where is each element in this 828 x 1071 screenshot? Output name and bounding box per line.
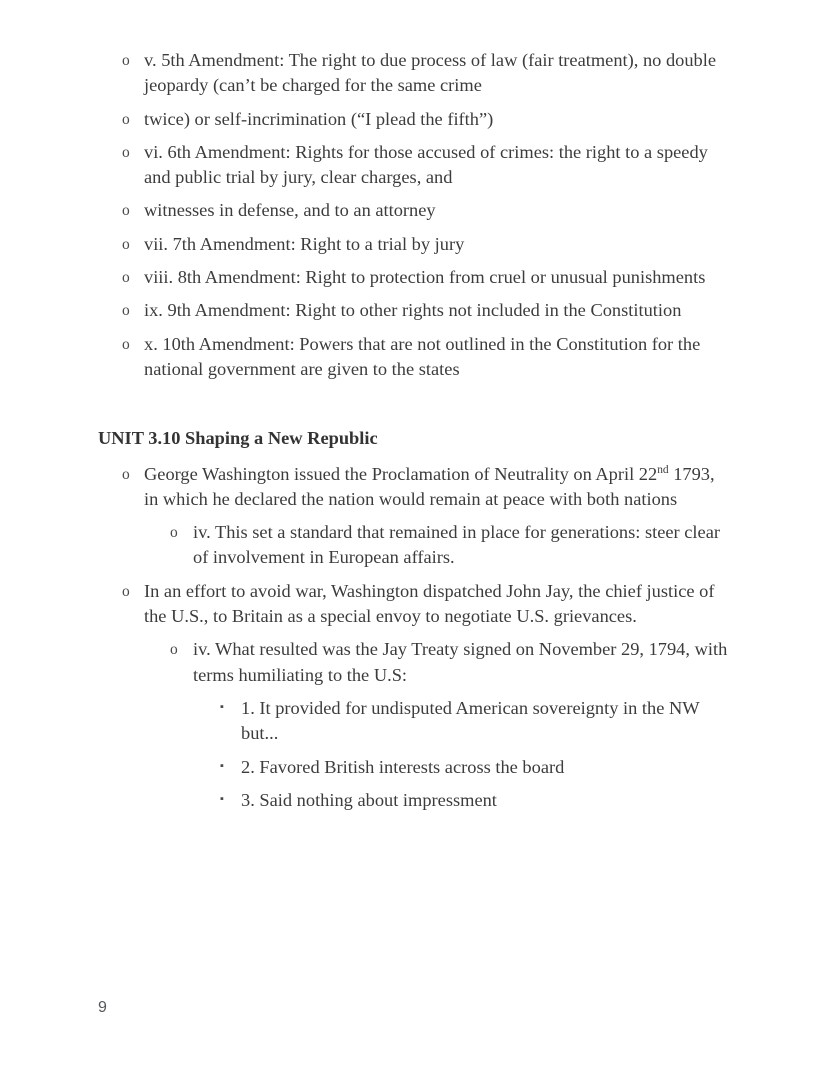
list-item-text: ix. 9th Amendment: Right to other rights not included in the Constitution <box>144 300 682 321</box>
list-item-text: 3. Said nothing about impressment <box>241 789 497 810</box>
list-item-text: iv. This set a standard that remained in place for generations: steer clear of involvement in European affairs. <box>193 522 720 568</box>
square-bullet-icon: ▪ <box>220 759 224 772</box>
circle-bullet-icon: o <box>170 641 178 659</box>
list-item-text <box>144 462 730 513</box>
list-item <box>122 462 730 513</box>
circle-bullet-icon: o <box>170 524 178 542</box>
list-item <box>220 696 730 747</box>
square-bullet-icon: ▪ <box>220 792 224 805</box>
circle-bullet-icon: o <box>122 143 130 161</box>
circle-bullet-icon: o <box>122 202 130 220</box>
list-item-text-part: 1793, in which he declared the nation would remain at peace with both nations <box>144 463 715 509</box>
circle-bullet-icon: o <box>122 465 130 483</box>
list-item <box>170 637 730 688</box>
list-item-text: 1. It provided for undisputed American sovereignty in the NW but... <box>241 697 700 744</box>
list-item <box>122 107 730 132</box>
list-item <box>122 265 730 290</box>
circle-bullet-icon: o <box>122 335 130 353</box>
list-item-text: vi. 6th Amendment: Rights for those accused of crimes: the right to a speedy and public trial by jury, clear charges, and <box>144 141 708 188</box>
list-item-text: twice) or self-incrimination (“I plead the fifth”) <box>144 108 494 129</box>
list-item <box>122 298 730 323</box>
list-item-text: vii. 7th Amendment: Right to a trial by jury <box>144 233 465 254</box>
list-item <box>122 140 730 191</box>
list-item <box>122 579 730 630</box>
circle-bullet-icon: o <box>122 52 130 69</box>
list-item <box>122 232 730 257</box>
list-item-text: v. 5th Amendment: The right to due process of law (fair treatment), no double jeopardy (can’t be charged for the same crime <box>144 50 717 96</box>
circle-bullet-icon: o <box>122 235 130 253</box>
list-item <box>122 332 730 383</box>
vertical-spacer <box>98 452 730 462</box>
list-item-text: iv. What resulted was the Jay Treaty signed on November 29, 1794, with terms humiliating to the U.S: <box>193 639 728 685</box>
circle-bullet-icon: o <box>122 582 130 600</box>
circle-bullet-icon: o <box>122 302 130 320</box>
square-bullet-icon: ▪ <box>220 700 224 713</box>
section-heading: UNIT 3.10 Shaping a New Republic <box>98 428 378 449</box>
vertical-spacer <box>98 390 730 426</box>
page-number: 9 <box>98 999 107 1016</box>
list-item <box>122 48 730 99</box>
list-item-text: x. 10th Amendment: Powers that are not outlined in the Constitution for the national government are given to the states <box>144 333 701 379</box>
list-item-text: witnesses in defense, and to an attorney <box>144 200 436 221</box>
list-item <box>220 788 730 813</box>
list-item <box>220 755 730 780</box>
list-item-text: 2. Favored British interests across the board <box>241 756 565 777</box>
document-body <box>98 48 730 821</box>
list-item-text-part: George Washington issued the Proclamation of Neutrality on April 22 <box>144 463 658 484</box>
list-item <box>170 520 730 571</box>
list-item-text: In an effort to avoid war, Washington dispatched John Jay, the chief justice of the U.S., to Britain as a special envoy to negotiate U.S. grievances. <box>144 580 715 627</box>
list-item <box>122 198 730 223</box>
circle-bullet-icon: o <box>122 269 130 287</box>
circle-bullet-icon: o <box>122 110 130 128</box>
list-item-text: viii. 8th Amendment: Right to protection from cruel or unusual punishments <box>144 267 706 288</box>
ordinal-suffix: nd <box>657 463 669 476</box>
